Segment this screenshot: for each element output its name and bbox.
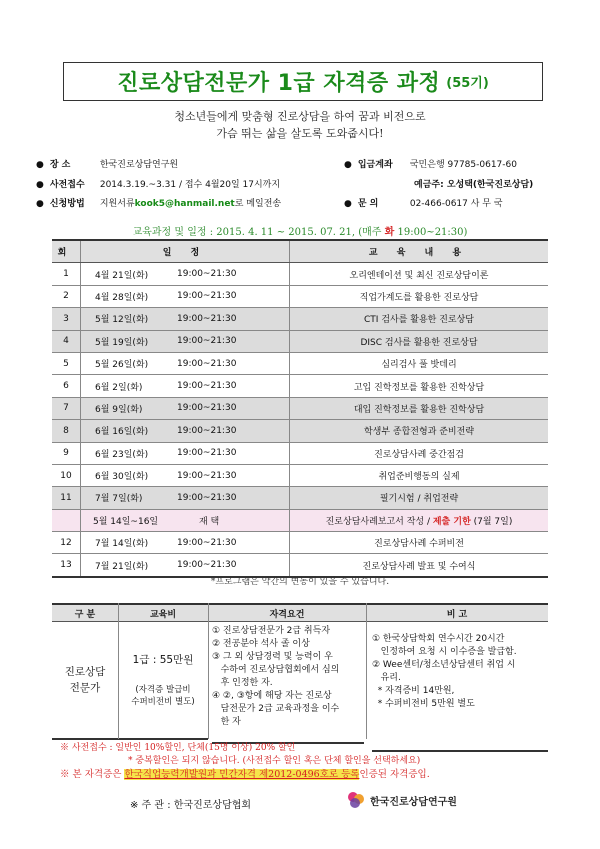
info-bank-account: ● 입금계좌 국민은행 97785-0617-60	[344, 160, 517, 170]
bullet-icon: ●	[36, 180, 44, 190]
list-item: ② 전공분야 석사 졸 이상	[212, 639, 310, 649]
col-header-no: 회	[52, 240, 81, 263]
cell-no: 10	[52, 464, 81, 486]
cell-time: 19:00~21:30	[177, 330, 290, 352]
info-location: ● 장 소 한국진로상담연구원	[36, 160, 179, 170]
cell-content: 학생부 종합전형과 준비전략	[290, 420, 549, 442]
cell-date: 5월 19일(화)	[81, 330, 178, 352]
cell-date: 6월 9일(화)	[81, 397, 178, 419]
cell-content: 고입 진학정보를 활용한 진학상담	[290, 375, 549, 397]
table-row	[52, 352, 548, 374]
cell-time: 19:00~21:30	[177, 375, 290, 397]
cell-date: 6월 16일(화)	[81, 420, 178, 442]
footnote-no-duplicate: * 중복할인은 되지 않습니다. (사전접수 할인 혹은 단체 할인을 선택하세요)	[128, 756, 421, 766]
schedule-summary: 교육과정 및 일정 : 2015. 4. 11 ~ 2015. 07. 21, (매주 화 19:00~21:30)	[132, 227, 468, 238]
table-row	[52, 532, 548, 554]
cell-no: 5	[52, 352, 81, 374]
list-item: 수하여 진로상담협회에서 심의	[212, 665, 340, 675]
qual-remarks	[372, 621, 548, 752]
cell-time: 19:00~21:30	[177, 442, 290, 464]
cell-no: 12	[52, 532, 81, 554]
cell-date: 7월 14일(화)	[81, 532, 178, 554]
cell-time: 19:00~21:30	[177, 352, 290, 374]
cell-content: 진로상담사례 중간점검	[290, 442, 549, 464]
special-content: 진로상담사례보고서 작성 / 제출 기한 (7월 7일)	[290, 509, 549, 531]
list-item: * 수퍼비전비 5만원 별도	[372, 699, 475, 709]
bullet-icon: ●	[344, 160, 352, 170]
list-item: ④ ②, ③항에 해당 자는 진로상	[212, 691, 332, 701]
list-item: ② Wee센터/청소년상담센터 취업 시	[372, 660, 516, 670]
cell-content: CTI 검사를 활용한 진로상담	[290, 308, 549, 330]
table-row	[52, 285, 548, 307]
qual-header-requirements: 자격요건	[208, 603, 366, 622]
list-item: 인정하여 요청 시 이수증을 발급함.	[372, 647, 517, 657]
table-row	[52, 375, 548, 397]
footnote-certificate: ※ 본 자격증은 한국직업능력개발원과 민간자격 제2012-0496호로 등록인증된 자격증입.	[60, 769, 430, 780]
cell-no: 6	[52, 375, 81, 397]
info-preregistration: ● 사전접수 2014.3.19.~3.31 / 접수 4월20일 17시까지	[36, 180, 281, 190]
sponsor: ※ 주 관 : 한국진로상담협회	[130, 800, 252, 811]
table-header	[52, 240, 548, 263]
cell-date: 7월 7일(화)	[81, 487, 178, 509]
bullet-icon: ●	[36, 199, 44, 209]
cell-date: 7월 21일(화)	[81, 554, 178, 577]
list-item: ① 한국상담학회 연수시간 20시간	[372, 634, 505, 644]
cell-content: 필기시험 / 취업전략	[290, 487, 549, 509]
cell-time: 19:00~21:30	[177, 464, 290, 486]
list-item: ① 진로상담전문가 2급 취득자	[212, 626, 331, 636]
col-header-date: 일 정	[81, 240, 290, 263]
cell-time: 19:00~21:30	[177, 420, 290, 442]
cell-content: 심리검사 풀 밧데리	[290, 352, 549, 374]
qual-header-fee: 교육비	[118, 603, 208, 622]
cell-no: 2	[52, 285, 81, 307]
table-row	[52, 263, 548, 285]
list-item: * 자격증비 14만원,	[372, 686, 455, 696]
cell-date: 5월 12일(화)	[81, 308, 178, 330]
cell-time: 19:00~21:30	[177, 554, 290, 577]
qual-fee: 1급 : 55만원 (자격증 발급비 수퍼비전비 별도)	[118, 621, 208, 740]
cell-content: 대입 진학정보를 활용한 진학상담	[290, 397, 549, 419]
cell-no: 3	[52, 308, 81, 330]
cell-content: 직업가계도를 활용한 진로상담	[290, 285, 549, 307]
cell-no: 7	[52, 397, 81, 419]
list-item: 한 자	[212, 717, 241, 727]
qual-category: 진로상담 전문가	[52, 621, 118, 740]
cell-no: 4	[52, 330, 81, 352]
page-title: 진로상담전문가 1급 자격증 과정	[117, 71, 441, 96]
page-title-sub: (55기)	[446, 76, 489, 91]
col-header-content: 교 육 내 용	[290, 240, 549, 263]
cell-content: DISC 검사를 활용한 진로상담	[290, 330, 549, 352]
bullet-icon: ●	[36, 160, 44, 170]
program-note: *프로그램은 약간의 변동이 있을 수 있습니다.	[210, 577, 390, 587]
qual-header-remarks: 비 고	[366, 603, 548, 622]
qual-requirements	[212, 621, 364, 744]
cell-time: 19:00~21:30	[177, 263, 290, 285]
cell-no: 13	[52, 554, 81, 577]
cell-content: 진로상담사례 수퍼비전	[290, 532, 549, 554]
table-row	[52, 330, 548, 352]
cell-date: 5월 26일(화)	[81, 352, 178, 374]
cell-time: 19:00~21:30	[177, 397, 290, 419]
email-link[interactable]: kook5@hanmail.net	[134, 199, 235, 209]
slogan-line-1: 청소년들에게 맞춤형 진로상담을 하여 꿈과 비전으로	[174, 110, 426, 123]
info-contact: ● 문 의 02-466-0617 사 무 국	[344, 199, 503, 209]
list-item: 유리.	[372, 673, 401, 683]
cell-time: 19:00~21:30	[177, 308, 290, 330]
institute-logo: 한국진로상담연구원	[345, 789, 457, 811]
footnote-discount: ※ 사전접수 : 일반인 10%할인, 단체(15명 이상) 20% 할인	[60, 743, 296, 753]
table-row	[52, 397, 548, 419]
cell-content: 진로상담사례 발표 및 수여식	[290, 554, 549, 577]
list-item: ③ 그 외 상담경력 및 능력이 우	[212, 652, 333, 662]
cell-no: 11	[52, 487, 81, 509]
cell-date: 4월 28일(화)	[81, 285, 178, 307]
cell-no: 8	[52, 420, 81, 442]
cell-time: 19:00~21:30	[177, 285, 290, 307]
cell-date: 6월 2일(화)	[81, 375, 178, 397]
table-row	[52, 308, 548, 330]
list-item: 담전문가 2급 교육과정을 이수	[212, 704, 340, 714]
table-row	[52, 442, 548, 464]
logo-icon	[345, 789, 367, 811]
qual-header-category: 구 분	[52, 603, 118, 622]
table-row	[52, 487, 548, 509]
table-row	[52, 420, 548, 442]
cell-content: 취업준비행동의 실제	[290, 464, 549, 486]
cell-no: 1	[52, 263, 81, 285]
info-apply-method: ● 신청방법 지원서류kook5@hanmail.net로 메일전송	[36, 199, 282, 209]
cell-no: 9	[52, 442, 81, 464]
table-row-special: 5월 14일~16일 재 택 진로상담사례보고서 작성 / 제출 기한 (7월 7일)	[52, 509, 548, 531]
slogan-line-2: 가슴 뛰는 삶을 살도록 도와줍시다!	[216, 127, 384, 140]
cell-date: 4월 21일(화)	[81, 263, 178, 285]
schedule-table	[52, 239, 548, 578]
cell-date: 6월 23일(화)	[81, 442, 178, 464]
cell-time: 19:00~21:30	[177, 532, 290, 554]
title-box	[63, 62, 543, 101]
cell-time: 19:00~21:30	[177, 487, 290, 509]
cell-date: 6월 30일(화)	[81, 464, 178, 486]
cell-content: 오리엔테이션 및 최신 진로상담이론	[290, 263, 549, 285]
qualification-table	[52, 603, 548, 739]
info-account-holder: 예금주: 오성택(한국진로상담)	[414, 180, 534, 190]
list-item: 후 인정한 자.	[212, 678, 273, 688]
bullet-icon: ●	[344, 199, 352, 209]
table-row	[52, 464, 548, 486]
